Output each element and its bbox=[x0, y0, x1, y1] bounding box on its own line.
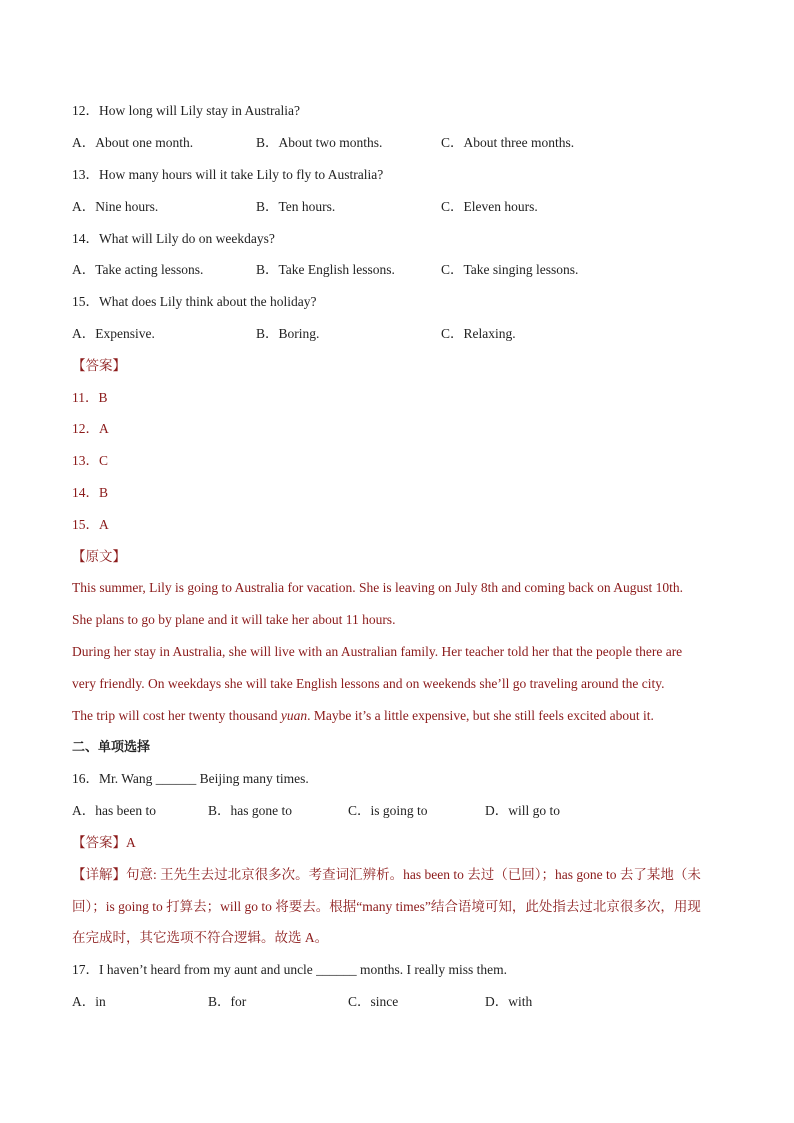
option-12a: A．About one month. bbox=[72, 135, 194, 150]
original-last-italic: yuan bbox=[280, 708, 308, 723]
option-15b: B．Boring. bbox=[256, 326, 320, 341]
question-13: 13．How many hours will it take Lily to fly to Australia? bbox=[72, 167, 384, 182]
option-13b: B．Ten hours. bbox=[256, 199, 336, 214]
question-14: 14．What will Lily do on weekdays? bbox=[72, 231, 275, 246]
detail-line-2: 回）；is going to 打算去；will go to 将要去。根据“many times”结合语境可知，此处指去过北京很多次，用现 bbox=[72, 899, 701, 914]
option-12b: B．About two months. bbox=[256, 135, 383, 150]
question-12: 12．How long will Lily stay in Australia? bbox=[72, 103, 300, 118]
answer-11: 11．B bbox=[72, 390, 108, 405]
option-17b: B．for bbox=[208, 994, 247, 1009]
original-line-1: This summer, Lily is going to Australia for vacation. She is leaving on July 8th and coming back on August 10th. bbox=[72, 580, 684, 595]
question-15: 15．What does Lily think about the holiday? bbox=[72, 294, 317, 309]
option-13c: C．Eleven hours. bbox=[441, 199, 538, 214]
detail-line-3: 在完成时，其它选项不符合逻辑。故选 A。 bbox=[72, 930, 329, 945]
original-line-2: She plans to go by plane and it will take her about 11 hours. bbox=[72, 612, 396, 627]
option-14c: C．Take singing lessons. bbox=[441, 262, 579, 277]
answer-16 bbox=[72, 834, 136, 852]
option-16a: A．has been to bbox=[72, 803, 156, 818]
option-14a: A．Take acting lessons. bbox=[72, 262, 204, 277]
detail-label: 【详解】 bbox=[72, 867, 126, 882]
answer-13: 13．C bbox=[72, 453, 109, 468]
question-17: 17．I haven’t heard from my aunt and uncle ______ months. I really miss them. bbox=[72, 962, 508, 977]
option-17c: C．since bbox=[348, 994, 399, 1009]
option-17d: D．with bbox=[485, 994, 533, 1009]
question-16: 16．Mr. Wang ______ Beijing many times. bbox=[72, 771, 309, 786]
option-14b: B．Take English lessons. bbox=[256, 262, 395, 277]
original-line-4: very friendly. On weekdays she will take English lessons and on weekends she’ll go traveling around the city. bbox=[72, 676, 665, 691]
original-last-post: . Maybe it’s a little expensive, but she still feels excited about it. bbox=[307, 708, 654, 723]
answer-16-value: A bbox=[126, 835, 136, 850]
option-12c: C．About three months. bbox=[441, 135, 575, 150]
original-line-5 bbox=[72, 707, 654, 725]
answer-16-label: 【答案】 bbox=[72, 835, 126, 850]
detail-line-1 bbox=[72, 866, 701, 884]
answer-15: 15．A bbox=[72, 517, 109, 532]
option-16c: C．is going to bbox=[348, 803, 428, 818]
answer-14: 14．B bbox=[72, 485, 109, 500]
option-13a: A．Nine hours. bbox=[72, 199, 159, 214]
option-16b: B．has gone to bbox=[208, 803, 292, 818]
original-last-pre: The trip will cost her twenty thousand bbox=[72, 708, 281, 723]
option-15a: A．Expensive. bbox=[72, 326, 155, 341]
option-17a: A．in bbox=[72, 994, 106, 1009]
original-label: 【原文】 bbox=[72, 549, 126, 564]
original-line-3: During her stay in Australia, she will live with an Australian family. Her teacher told her that the people there are bbox=[72, 644, 683, 659]
section-title: 二、单项选择 bbox=[72, 740, 151, 755]
option-16d: D．will go to bbox=[485, 803, 561, 818]
answer-label: 【答案】 bbox=[72, 358, 126, 373]
answer-12: 12．A bbox=[72, 421, 109, 436]
detail-text-1: 句意: 王先生去过北京很多次。考查词汇辨析。has been to 去过（已回）；has gone to 去了某地（未 bbox=[126, 867, 701, 882]
option-15c: C．Relaxing. bbox=[441, 326, 516, 341]
